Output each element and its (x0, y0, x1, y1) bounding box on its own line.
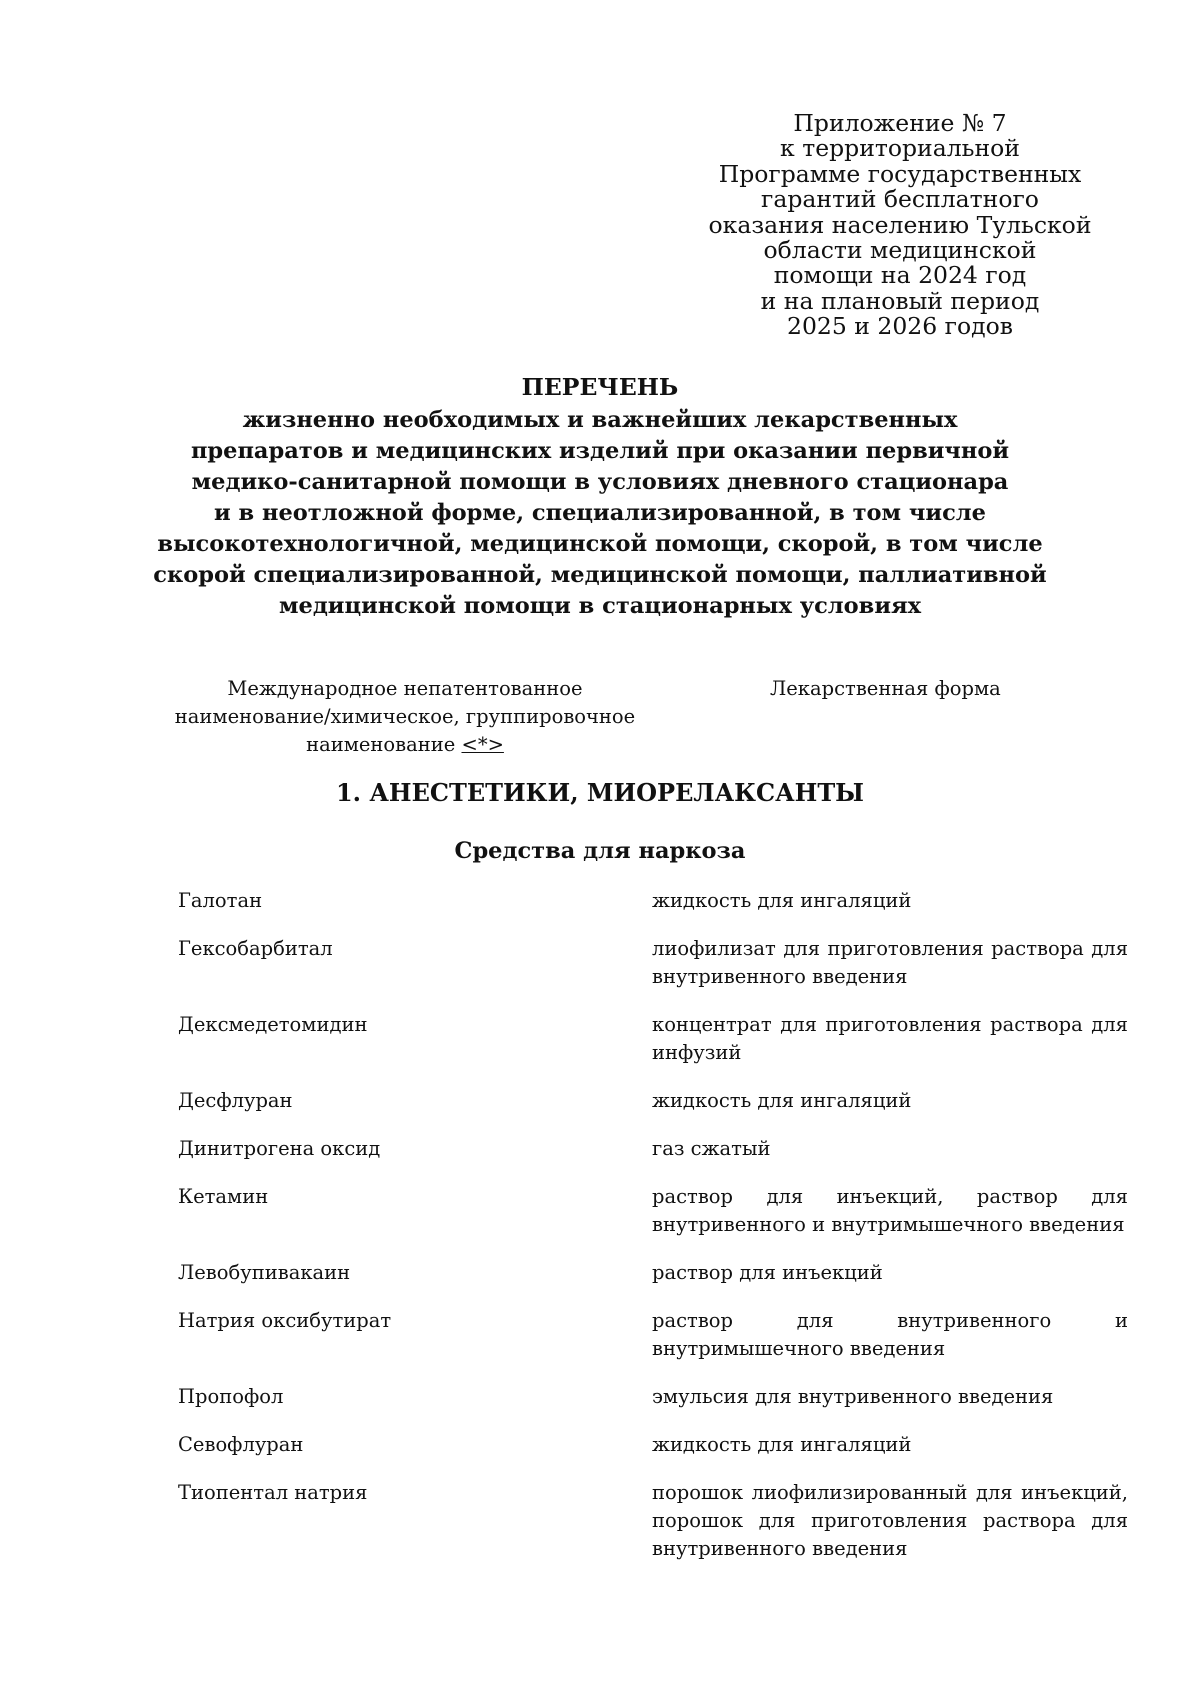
drug-name: Левобупивакаин (178, 1261, 351, 1284)
drug-name: Натрия оксибутират (178, 1309, 392, 1332)
appendix-line: гарантий бесплатного (761, 185, 1039, 214)
appendix-block (700, 111, 1100, 340)
drug-form (652, 1383, 1128, 1411)
drug-row (178, 1087, 1128, 1115)
column-header-name-text: наименование (306, 733, 462, 756)
drug-name: Динитрогена оксид (178, 1137, 381, 1160)
drug-form (652, 1135, 1128, 1163)
title-line: медико-санитарной помощи в условиях дневного стационара (191, 469, 1009, 495)
title-line: и в неотложной форме, специализированной, в том числе (214, 500, 986, 526)
drug-name: Тиопентал натрия (178, 1481, 368, 1504)
title-line: скорой специализированной, медицинской помощи, паллиативной (153, 562, 1047, 588)
drug-row (178, 1183, 1128, 1239)
drug-form-line: раствор для инъекций, раствор для (652, 1185, 1128, 1208)
drug-form (652, 1479, 1128, 1563)
column-header-form: Лекарственная форма (770, 677, 1001, 700)
drug-name: Пропофол (178, 1385, 284, 1408)
column-header-name (160, 675, 650, 759)
drug-form-line: лиофилизат для приготовления раствора для (652, 937, 1128, 960)
drug-form (652, 1183, 1128, 1239)
drug-form-line: жидкость для ингаляций (652, 1089, 912, 1112)
drug-form-line: раствор для внутривенного и (652, 1309, 1128, 1332)
drug-form-line: внутривенного и внутримышечного введения (652, 1213, 1125, 1236)
appendix-line: помощи на 2024 год (773, 261, 1027, 290)
drug-name: Гексобарбитал (178, 937, 333, 960)
drug-name: Десфлуран (178, 1089, 293, 1112)
drug-form-line: инфузий (652, 1041, 742, 1064)
appendix-line: и на плановый период (760, 286, 1040, 315)
drug-form-line: раствор для инъекций (652, 1261, 883, 1284)
column-header-name-line (160, 731, 650, 759)
drug-form (652, 935, 1128, 991)
subsection-heading: Средства для наркоза (454, 838, 746, 864)
appendix-line: Приложение № 7 (793, 109, 1007, 137)
section-heading: 1. АНЕСТЕТИКИ, МИОРЕЛАКСАНТЫ (335, 778, 865, 807)
drug-form (652, 1011, 1128, 1067)
drug-form (652, 1087, 1128, 1115)
title-line: жизненно необходимых и важнейших лекарственных (242, 407, 958, 433)
drug-form (652, 1431, 1128, 1459)
title-line: медицинской помощи в стационарных условиях (278, 593, 922, 619)
drug-form-line: газ сжатый (652, 1137, 771, 1160)
drug-list (178, 887, 1128, 1583)
drug-form-line: концентрат для приготовления раствора для (652, 1013, 1128, 1036)
column-header-name-line: Международное непатентованное (227, 677, 583, 700)
drug-row (178, 1135, 1128, 1163)
footnote-link[interactable]: <*> (461, 733, 504, 756)
drug-form (652, 1307, 1128, 1363)
appendix-line: 2025 и 2026 годов (787, 312, 1013, 341)
drug-row (178, 1307, 1128, 1363)
appendix-line: к территориальной (780, 134, 1020, 163)
drug-row (178, 1011, 1128, 1067)
drug-row (178, 887, 1128, 915)
column-header-name-line: наименование/химическое, группировочное (174, 705, 636, 728)
drug-row (178, 1383, 1128, 1411)
drug-row (178, 935, 1128, 991)
drug-form-line: порошок для приготовления раствора для (652, 1509, 1128, 1532)
appendix-line: оказания населению Тульской (708, 210, 1092, 239)
appendix-line: Программе государственных (718, 159, 1082, 188)
drug-form-line: внутривенного введения (652, 965, 908, 988)
drug-form-line: эмульсия для внутривенного введения (652, 1385, 1054, 1408)
title-line: препаратов и медицинских изделий при оказании первичной (190, 438, 1010, 464)
drug-form (652, 1259, 1128, 1287)
drug-row (178, 1259, 1128, 1287)
drug-name: Галотан (178, 889, 263, 912)
title-line: высокотехнологичной, медицинской помощи, скорой, в том числе (157, 531, 1043, 557)
drug-name: Кетамин (178, 1185, 269, 1208)
drug-form-line: жидкость для ингаляций (652, 1433, 912, 1456)
title-main: ПЕРЕЧЕНЬ (521, 373, 679, 401)
drug-row (178, 1479, 1128, 1563)
drug-form-line: жидкость для ингаляций (652, 889, 912, 912)
drug-form-line: внутривенного введения (652, 1537, 908, 1560)
drug-name: Дексмедетомидин (178, 1013, 368, 1036)
drug-name: Севофлуран (178, 1433, 304, 1456)
appendix-line: области медицинской (763, 236, 1037, 265)
document-title (100, 372, 1100, 622)
drug-form-line: внутримышечного введения (652, 1337, 946, 1360)
drug-form-line: порошок лиофилизированный для инъекций, (652, 1481, 1128, 1504)
drug-row (178, 1431, 1128, 1459)
drug-form (652, 887, 1128, 915)
